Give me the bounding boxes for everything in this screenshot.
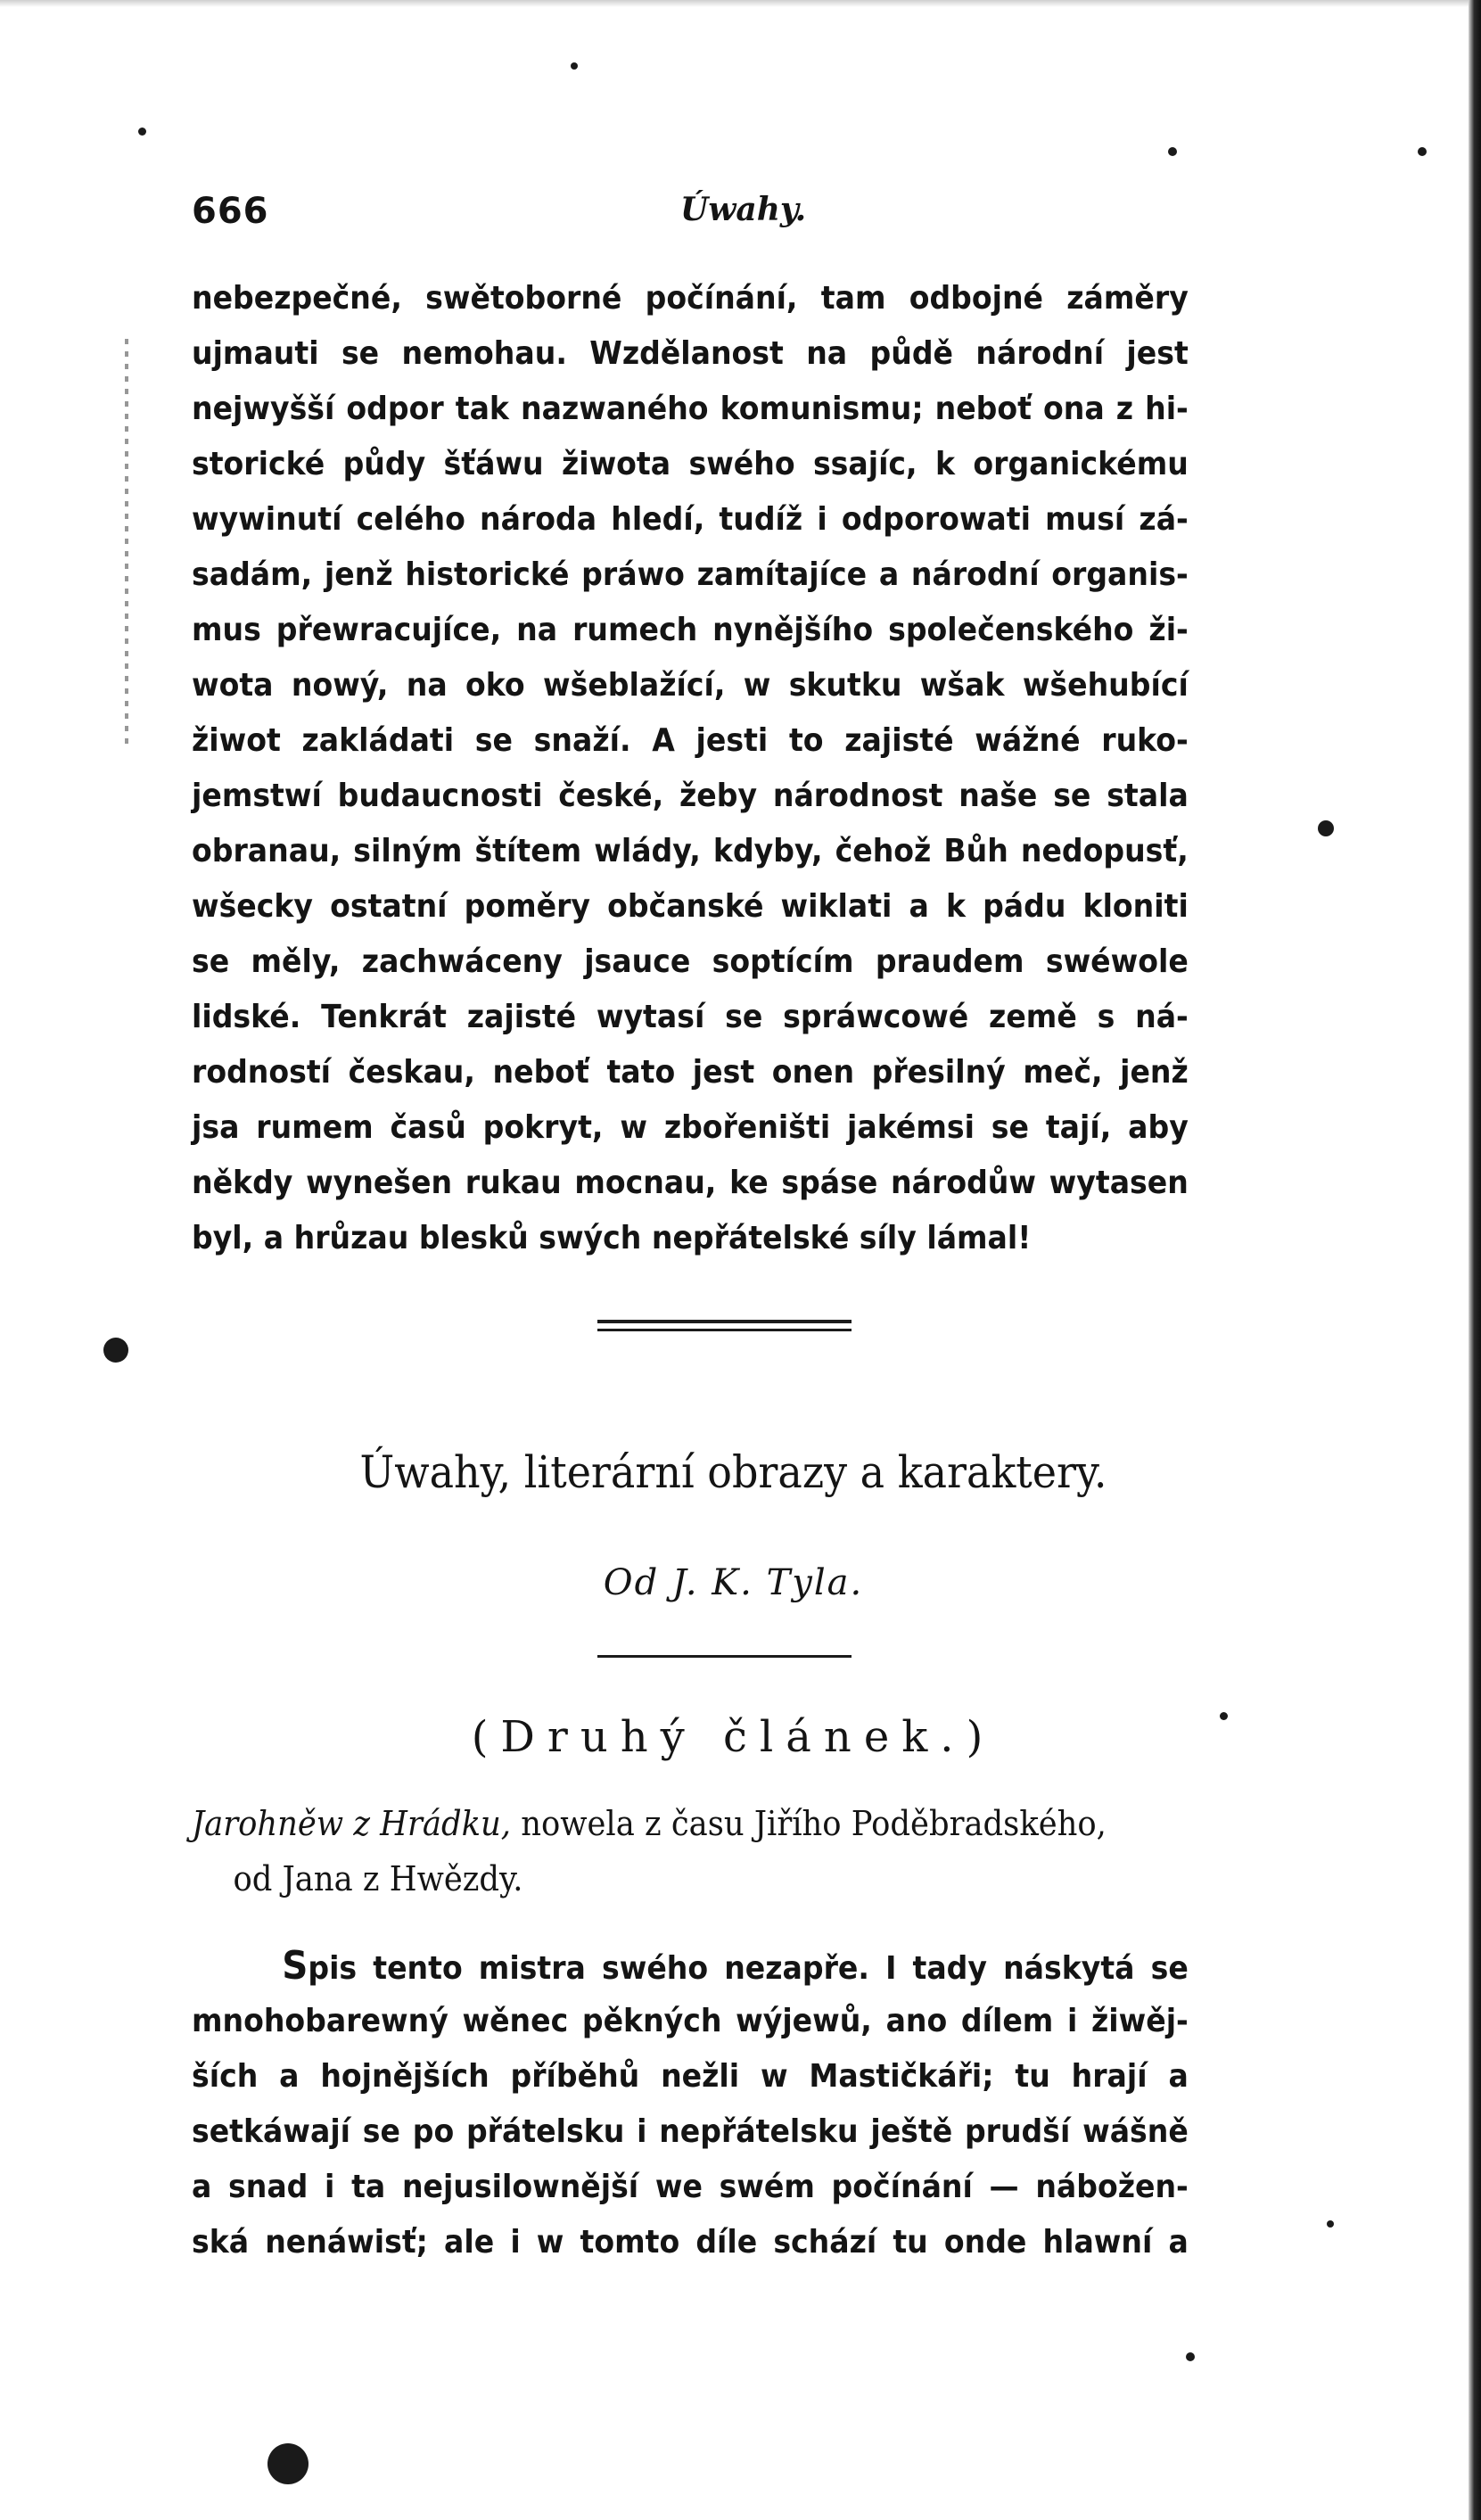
review-heading (192, 1796, 1199, 1906)
text-line: někdy wynešen rukau mocnau, ke spáse národůw wytasen (192, 1165, 1189, 1201)
text-line: storické půdy šťáwu žiwota swého ssajíc, k organickému (192, 446, 1189, 482)
article-part-label: (Druhý článek.) (471, 1712, 996, 1762)
text-line: byl, a hrůzau blesků swých nepřátelské síly lámal! (192, 1220, 1032, 1256)
scan-speck (1318, 820, 1334, 836)
work-title: Jarohněw z Hrádku, (192, 1804, 511, 1843)
section-divider-top (597, 1320, 852, 1323)
work-subtitle: nowela z času Jiřího Poděbradského, (510, 1804, 1107, 1843)
scan-right-edge (1469, 0, 1481, 2520)
scan-speck (1168, 147, 1177, 156)
section-title: Úwahy, literární obrazy a karaktery. (359, 1446, 1107, 1498)
page-number: 666 (192, 191, 269, 232)
scan-speck (571, 62, 578, 70)
scan-speck (103, 1338, 128, 1363)
scan-speck (1220, 1712, 1228, 1720)
text-line: obranau, silným štítem wlády, kdyby, čehož Bůh nedopusť, (192, 833, 1189, 869)
running-title: Úwahy. (680, 191, 807, 228)
text-line: mnohobarewný wěnec pěkných wýjewů, ano dílem i žiwěj- (192, 2003, 1189, 2039)
scan-speck (1418, 147, 1427, 156)
text-line: setkáwají se po přátelsku i nepřátelsku ještě prudší wášně (192, 2113, 1189, 2150)
section-divider-bottom (597, 1329, 852, 1331)
text-line: a snad i ta nejusilownější we swém počínání — nábožen- (192, 2169, 1189, 2205)
text-line: rodností českau, neboť tato jest onen přesilný meč, jenž (192, 1054, 1189, 1091)
byline-divider (597, 1655, 852, 1658)
text-line: wšecky ostatní poměry občanské wiklati a k pádu kloniti (192, 888, 1189, 925)
review-heading-author: od Jana z Hwězdy. (233, 1859, 523, 1898)
margin-pencil-mark (125, 339, 128, 749)
author-byline: Od J. K. Tyla. (603, 1562, 864, 1603)
scan-speck (138, 128, 146, 136)
text-line: lidské. Tenkrát zajisté wytasí se spráwcowé země s ná- (192, 999, 1189, 1035)
paragraph-continued (192, 271, 1189, 1266)
text-line: mus přewracujíce, na rumech nynějšího společenského ži- (192, 612, 1189, 648)
text-line (192, 1939, 1189, 1994)
text-line: ujmauti se nemohau. Wzdělanost na půdě národní jest (192, 335, 1189, 372)
book-page (192, 0, 1275, 2520)
text-line: wywinutí celého národa hledí, tudíž i odporowati musí zá- (192, 501, 1189, 538)
text-line: se měly, zachwáceny jsauce soptícím praudem swéwole (192, 943, 1189, 980)
scan-speck (267, 2443, 309, 2484)
text-line: ská nenáwisť; ale i w tomto díle schází tu onde hlawní a (192, 2224, 1189, 2261)
review-heading-line (192, 1796, 1199, 1851)
scan-speck (1186, 2352, 1195, 2361)
text-line: sadám, jenž historické práwo zamítajíce a národní organis- (192, 556, 1189, 593)
text-line: jsa rumem časů pokryt, w zbořeništi jakémsi se tají, aby (192, 1109, 1189, 1146)
text-line: wota nowý, na oko wšeblažící, w skutku wšak wšehubící (192, 667, 1189, 704)
page-header (192, 191, 1275, 244)
text-line: jemstwí budaucnosti české, žeby národnost naše se stala (192, 778, 1189, 814)
review-paragraph (192, 1939, 1189, 2270)
text-line: nejwyšší odpor tak nazwaného komunismu; neboť ona z hi- (192, 391, 1189, 427)
text-line: ších a hojnějších příběhů nežli w Mastičkáři; tu hrají a (192, 2058, 1189, 2095)
scan-speck (1327, 2220, 1334, 2228)
text-line: nebezpečné, swětoborné počínání, tam odbojné záměry (192, 280, 1189, 317)
initial-letter: S (282, 1943, 309, 1989)
text-line: žiwot zakládati se snaží. A jesti to zajisté wážné ruko- (192, 722, 1189, 759)
text-line-rest: pis tento mistra swého nezapře. I tady náskytá se (308, 1950, 1189, 1987)
